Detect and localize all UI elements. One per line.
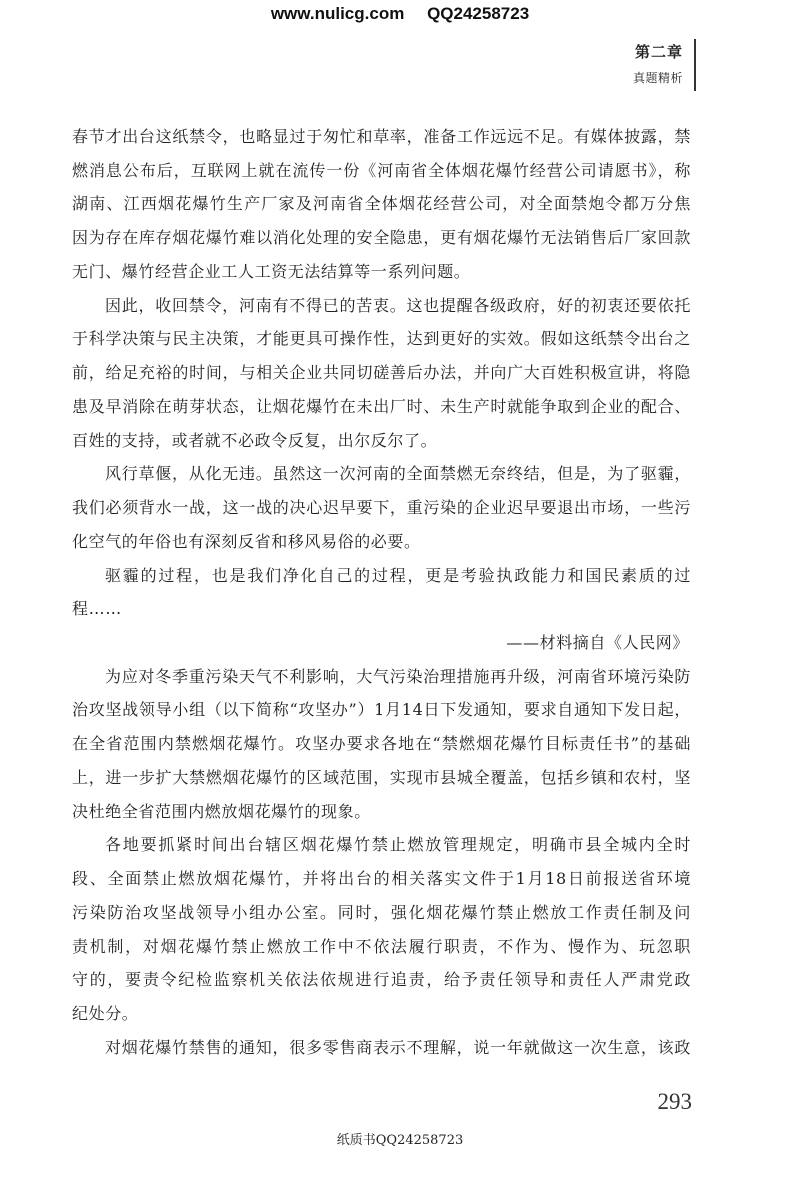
text-line: 春节才出台这纸禁令，也略显过于匆忙和草率，准备工作远远不足。有媒体披露，禁 [72, 127, 691, 146]
paragraph [72, 457, 691, 558]
paragraph [72, 1031, 691, 1065]
text-line: 化空气的年俗也有深刻反省和移风易俗的必要。 [72, 531, 421, 551]
text-line: 因此，收回禁令，河南有不得已的苦衷。这也提醒各级政府，好的初衷还要依托 [105, 295, 691, 315]
body-text [72, 120, 691, 1065]
text-line: 治攻坚战领导小组（以下简称“攻坚办”）1月14日下发通知，要求自通知下发日起， [72, 700, 691, 720]
text-line: 驱霾的过程，也是我们净化自己的过程，更是考验执政能力和国民素质的过 [105, 565, 691, 585]
paragraph [72, 828, 691, 1030]
footer-watermark: 纸质书QQ24258723 [336, 1133, 464, 1148]
text-line: 患及早消除在萌芽状态，让烟花爆竹在未出厂时、未生产时就能争取到企业的配合、 [72, 396, 691, 416]
text-line: 程…… [72, 599, 122, 619]
paragraph [72, 660, 691, 829]
watermark-qq: QQ24258723 [427, 4, 530, 23]
text-line: 于科学决策与民主决策，才能更具可操作性，达到更好的实效。假如这纸禁令出台之 [72, 329, 691, 349]
watermark-site: www.nulicg.com [270, 4, 405, 23]
text-line: 前，给足充裕的时间，与相关企业共同切磋善后办法，并向广大百姓积极宣讲，将隐 [72, 363, 691, 383]
text-line: 污染防治攻坚战领导小组办公室。同时，强化烟花爆竹禁止燃放工作责任制及问 [72, 902, 691, 922]
text-line: 决杜绝全省范围内燃放烟花爆竹的现象。 [72, 801, 371, 821]
text-line: 各地要抓紧时间出台辖区烟花爆竹禁止燃放管理规定，明确市县全城内全时 [105, 835, 691, 855]
text-line: 风行草偃，从化无违。虽然这一次河南的全面禁燃无奈终结，但是，为了驱霾， [105, 464, 691, 484]
text-line: 对烟花爆竹禁售的通知，很多零售商表示不理解，说一年就做这一次生意，该政 [105, 1037, 691, 1057]
text-line: 我们必须背水一战，这一战的决心迟早要下，重污染的企业迟早要退出市场，一些污 [72, 498, 691, 518]
chapter-divider [694, 39, 696, 91]
text-line: 无门、爆竹经营企业工人工资无法结算等一系列问题。 [72, 261, 471, 281]
text-line: 百姓的支持，或者就不必政令反复，出尔反尔了。 [72, 430, 438, 450]
page-number: 293 [657, 1089, 692, 1114]
text-line: 在全省范围内禁燃烟花爆竹。攻坚办要求各地在“禁燃烟花爆竹目标责任书”的基础 [72, 734, 691, 754]
paragraph [72, 559, 691, 626]
chapter-subtitle: 真题精析 [632, 71, 683, 85]
chapter-title: 第二章 [634, 43, 683, 61]
text-line: 湖南、江西烟花爆竹生产厂家及河南省全体烟花经营公司，对全面禁炮令都万分焦 [72, 194, 691, 214]
text-line: 段、全面禁止燃放烟花爆竹，并将出台的相关落实文件于1月18日前报送省环境 [72, 869, 691, 889]
text-line: 燃消息公布后，互联网上就在流传一份《河南省全体烟花爆竹经营公司请愿书》，称 [72, 160, 691, 180]
text-line: 因为存在库存烟花爆竹难以消化处理的安全隐患，更有烟花爆竹无法销售后厂家回款 [72, 228, 691, 248]
text-line: 纪处分。 [72, 1004, 139, 1024]
source-attribution: ——材料摘自《人民网》 [506, 633, 689, 653]
text-line: 守的，要责令纪检监察机关依法依规进行追责，给予责任领导和责任人严肃党政 [72, 970, 691, 990]
paragraph [72, 289, 691, 458]
text-line: 上，进一步扩大禁燃烟花爆竹的区域范围，实现市县城全覆盖，包括乡镇和农村，坚 [72, 767, 691, 787]
text-line: 责机制，对烟花爆竹禁止燃放工作中不依法履行职责，不作为、慢作为、玩忽职 [72, 936, 691, 956]
paragraph [72, 120, 691, 289]
chapter-heading [633, 41, 683, 88]
text-line: 为应对冬季重污染天气不利影响，大气污染治理措施再升级，河南省环境污染防 [105, 666, 691, 686]
header-watermark [0, 3, 800, 25]
